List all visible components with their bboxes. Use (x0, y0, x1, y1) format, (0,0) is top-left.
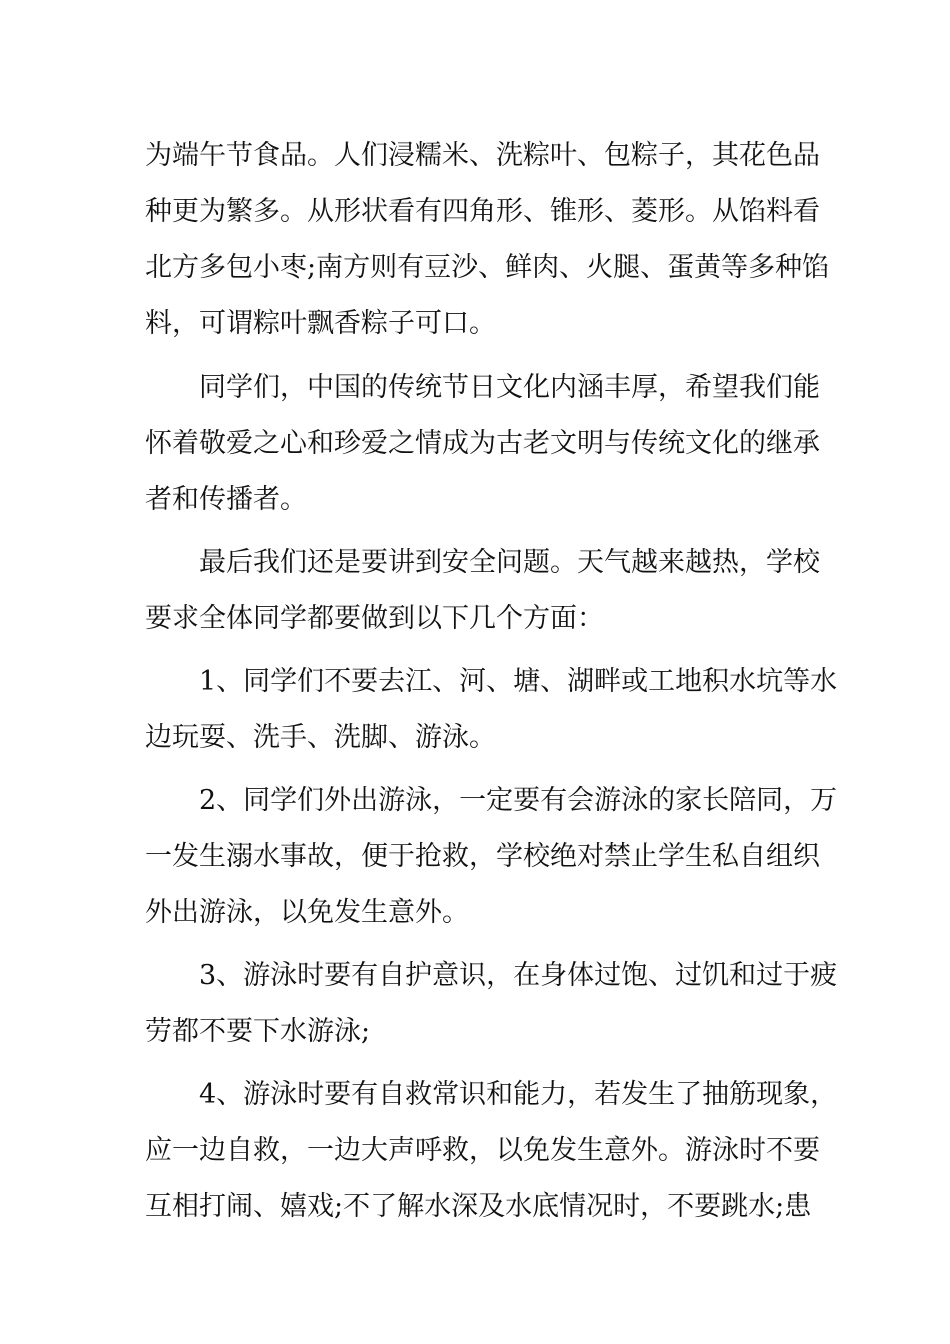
text-line: 2、同学们外出游泳，一定要有会游泳的家长陪同，万 (199, 785, 838, 816)
text-line: 应一边自救，一边大声呼救，以免发生意外。游泳时不要 (145, 1135, 820, 1166)
text-line: 边玩耍、洗手、洗脚、游泳。 (145, 722, 496, 753)
paragraph-safety-intro (145, 535, 820, 647)
paragraph-rule-1 (145, 654, 838, 766)
text-line: 一发生溺水事故，便于抢救，学校绝对禁止学生私自组织 (145, 841, 820, 872)
text-line: 北方多包小枣;南方则有豆沙、鲜肉、火腿、蛋黄等多种馅 (145, 252, 830, 283)
paragraph-rule-2 (145, 773, 838, 941)
document-body (145, 128, 838, 1235)
text-line: 者和传播者。 (145, 484, 307, 515)
paragraph-rule-4 (145, 1067, 838, 1235)
text-line: 料，可谓粽叶飘香粽子可口。 (145, 308, 496, 339)
text-line: 3、游泳时要有自护意识，在身体过饱、过饥和过于疲 (199, 960, 838, 991)
text-line: 要求全体同学都要做到以下几个方面： (145, 603, 604, 634)
paragraph-rule-3 (145, 948, 838, 1060)
paragraph-dragon-boat-food (145, 128, 830, 352)
text-line: 互相打闹、嬉戏;不了解水深及水底情况时，不要跳水;患 (145, 1191, 812, 1222)
paragraph-culture (145, 360, 820, 528)
text-line: 1、同学们不要去江、河、塘、湖畔或工地积水坑等水 (199, 666, 838, 697)
text-line: 4、游泳时要有自救常识和能力，若发生了抽筋现象， (199, 1079, 838, 1110)
text-line: 怀着敬爱之心和珍爱之情成为古老文明与传统文化的继承 (145, 428, 820, 459)
text-line: 劳都不要下水游泳; (145, 1016, 371, 1047)
text-line: 最后我们还是要讲到安全问题。天气越来越热，学校 (199, 547, 820, 578)
text-line: 种更为繁多。从形状看有四角形、锥形、菱形。从馅料看 (145, 196, 820, 227)
text-line: 为端午节食品。人们浸糯米、洗粽叶、包粽子，其花色品 (145, 140, 820, 171)
text-line: 同学们，中国的传统节日文化内涵丰厚，希望我们能 (199, 372, 820, 403)
text-line: 外出游泳，以免发生意外。 (145, 897, 469, 928)
